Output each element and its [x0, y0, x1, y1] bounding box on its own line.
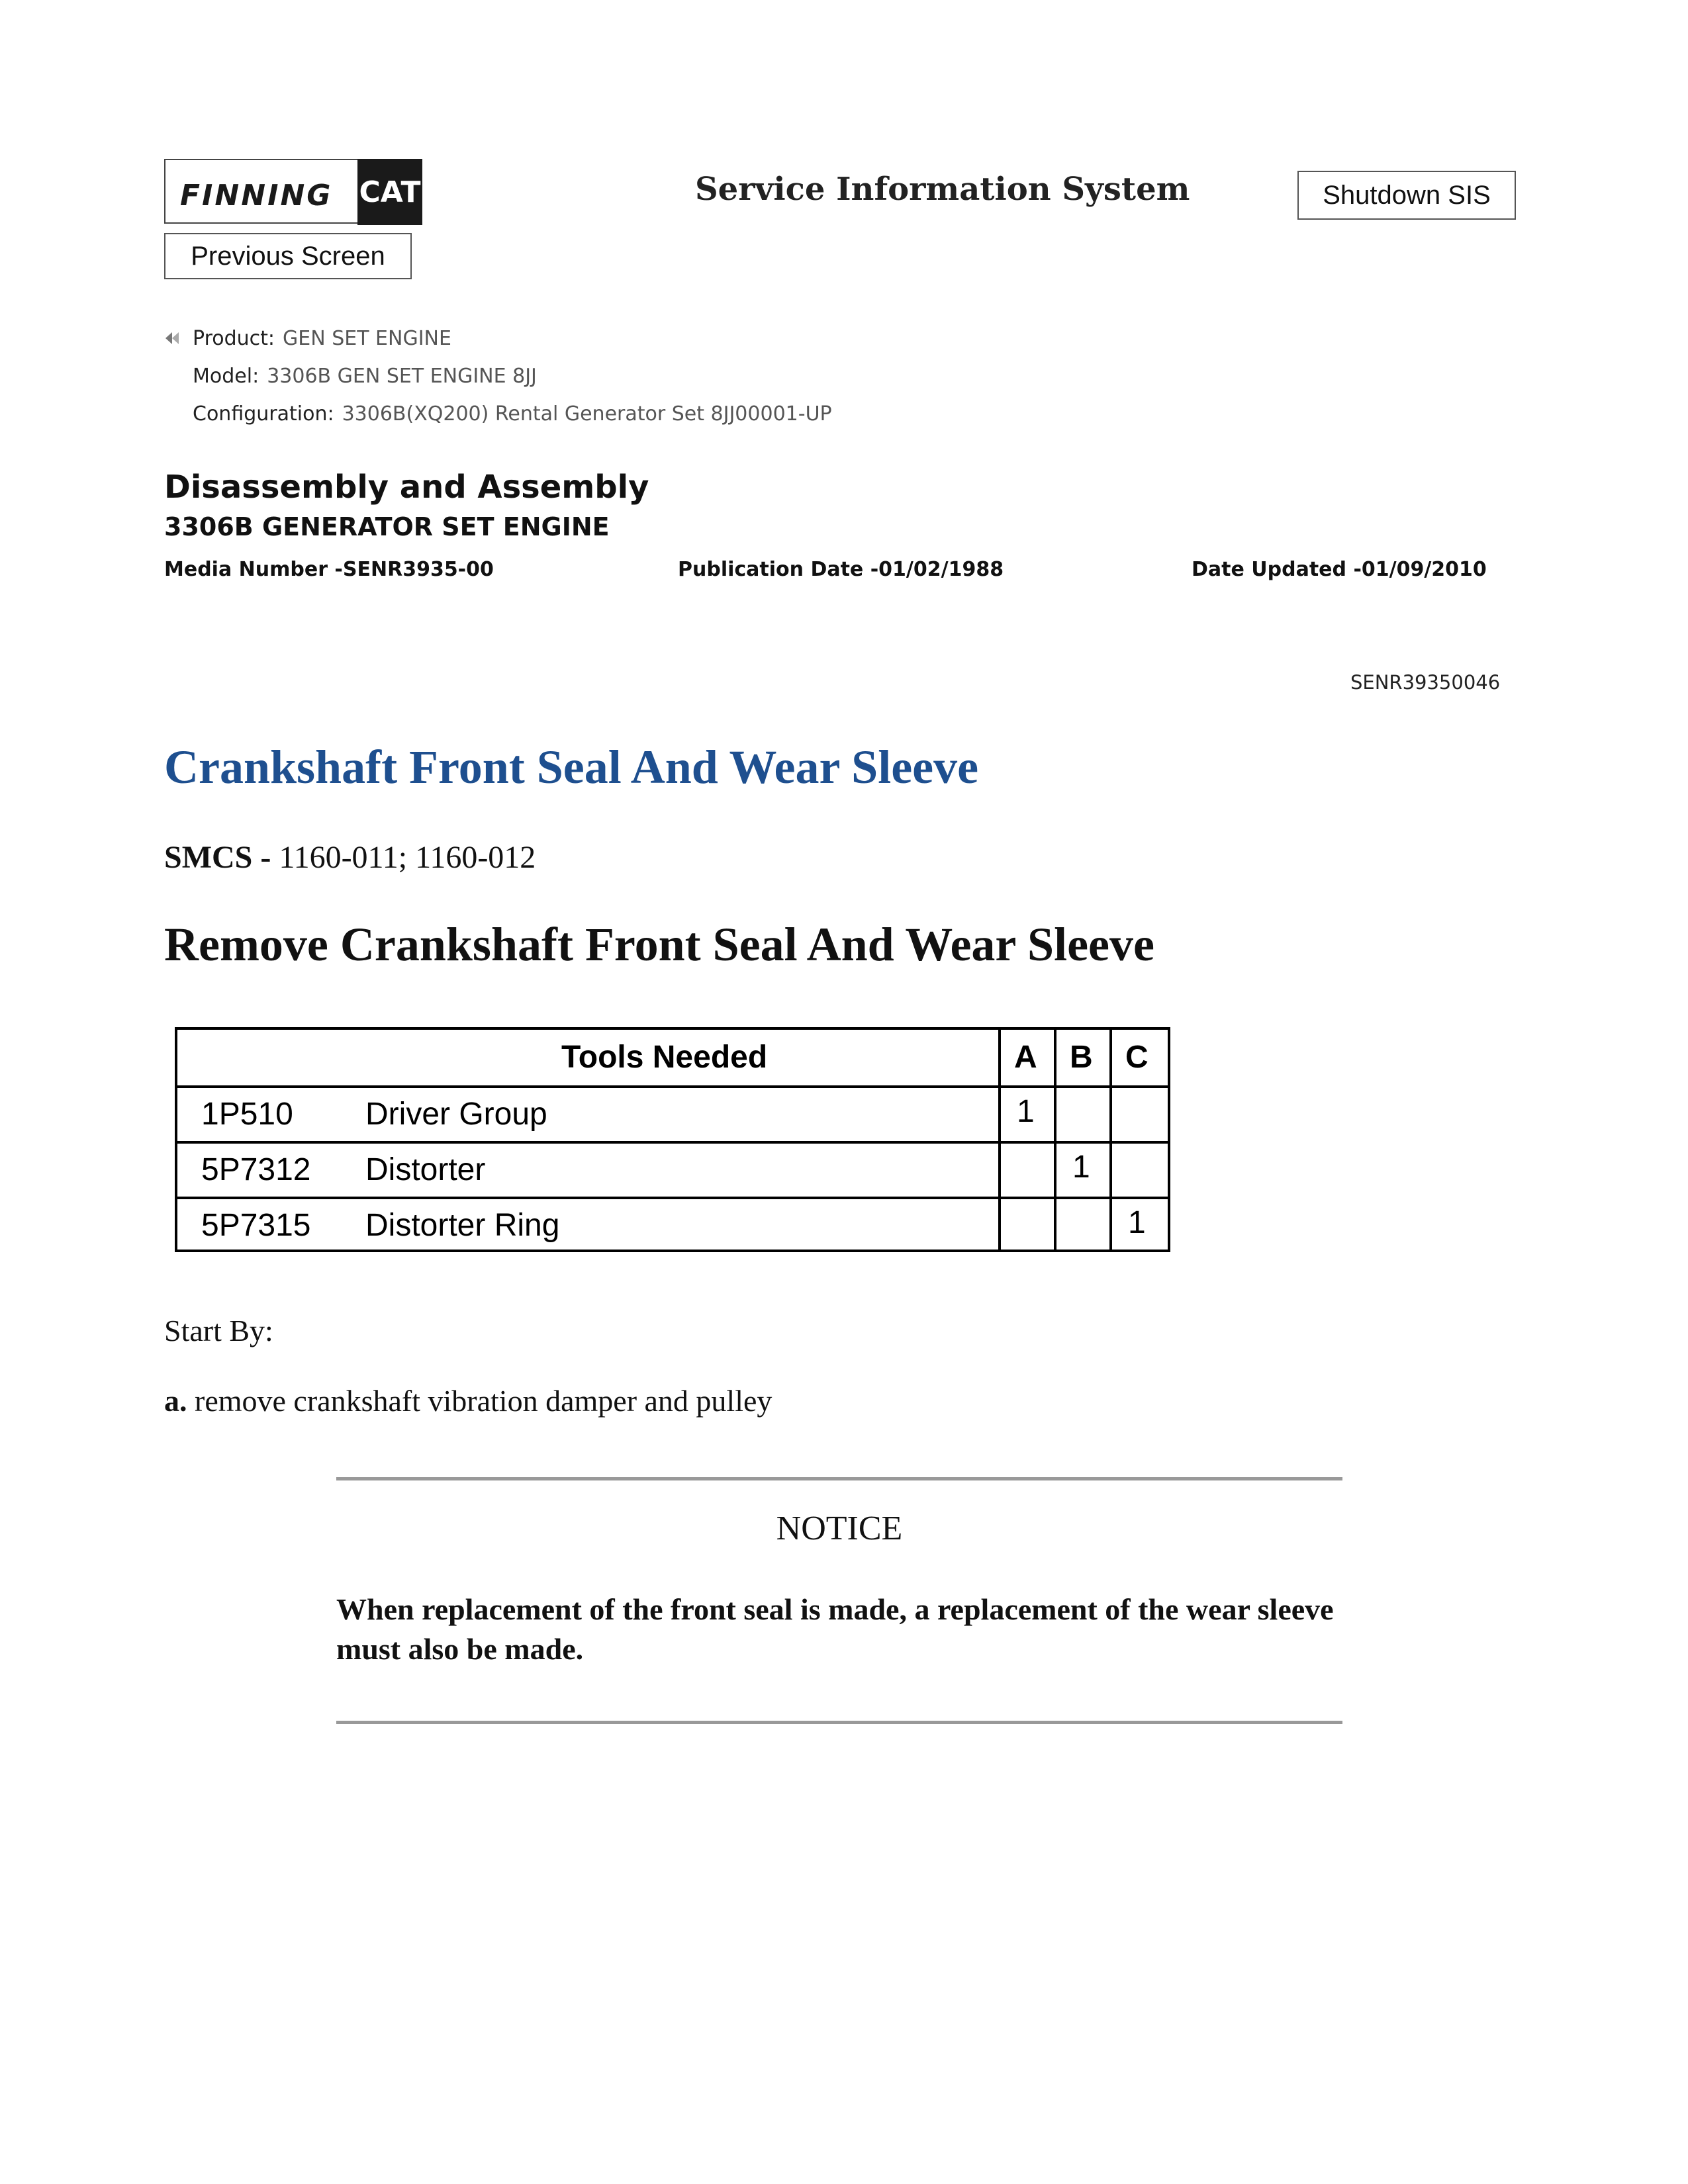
table-divider — [177, 1141, 1168, 1144]
configuration-row — [193, 402, 832, 426]
step-a-label: a. — [164, 1384, 187, 1418]
media-number: Media Number -SENR3935-00 — [164, 558, 494, 581]
model-row — [193, 365, 537, 388]
smcs-codes — [164, 839, 536, 876]
configuration-label: Configuration: — [193, 402, 334, 426]
document-id: SENR39350046 — [1350, 671, 1501, 694]
publication-date: Publication Date -01/02/1988 — [678, 558, 1004, 581]
column-header-b: B — [1070, 1040, 1093, 1075]
start-by-label: Start By: — [164, 1314, 273, 1347]
system-title: Service Information System — [695, 171, 1190, 208]
tool-part-number: 5P7315 — [201, 1208, 311, 1243]
tool-name: Driver Group — [365, 1097, 547, 1132]
finning-logo-text: FINNING — [180, 179, 333, 212]
tool-name: Distorter — [365, 1152, 486, 1187]
tool-qty-c: 1 — [1128, 1205, 1146, 1240]
smcs-label: SMCS - — [164, 840, 271, 875]
table-divider — [177, 1085, 1168, 1088]
table-divider — [1054, 1030, 1056, 1250]
finning-cat-logo — [164, 159, 422, 224]
product-row — [193, 327, 451, 350]
procedure-title: Remove Crankshaft Front Seal And Wear Sleeve — [164, 918, 1154, 971]
model-value: 3306B GEN SET ENGINE 8JJ — [267, 365, 537, 388]
tool-part-number: 5P7312 — [201, 1152, 311, 1187]
tool-qty-a: 1 — [1017, 1094, 1035, 1129]
column-header-a: A — [1014, 1040, 1037, 1075]
tools-needed-table — [175, 1027, 1170, 1252]
step-a — [164, 1383, 772, 1418]
table-divider — [177, 1197, 1168, 1199]
previous-screen-button[interactable]: Previous Screen — [164, 233, 412, 279]
tool-name: Distorter Ring — [365, 1208, 560, 1243]
notice-text: When replacement of the front seal is made, a replacement of the wear sleeve must also be made. — [336, 1592, 1334, 1666]
notice-divider-bottom — [336, 1721, 1342, 1724]
column-header-c: C — [1125, 1040, 1149, 1075]
model-label: Model: — [193, 365, 259, 388]
section-title: Disassembly and Assembly — [164, 469, 649, 506]
step-a-text: remove crankshaft vibration damper and pulley — [187, 1384, 773, 1418]
smcs-value: 1160-011; 1160-012 — [271, 840, 536, 875]
page-title: Crankshaft Front Seal And Wear Sleeve — [164, 741, 979, 794]
engine-title: 3306B GENERATOR SET ENGINE — [164, 512, 610, 541]
date-updated: Date Updated -01/09/2010 — [1192, 558, 1487, 581]
tool-part-number: 1P510 — [201, 1097, 293, 1132]
table-divider — [1109, 1030, 1112, 1250]
shutdown-sis-button[interactable]: Shutdown SIS — [1297, 171, 1516, 220]
table-divider — [998, 1030, 1001, 1250]
tool-qty-b: 1 — [1072, 1150, 1090, 1185]
tools-header: Tools Needed — [561, 1040, 768, 1075]
product-label: Product: — [193, 327, 275, 350]
notice-divider-top — [336, 1477, 1342, 1480]
back-arrow-icon[interactable] — [164, 330, 181, 347]
cat-logo: CAT — [357, 159, 422, 225]
notice-title: NOTICE — [776, 1510, 903, 1547]
product-value: GEN SET ENGINE — [283, 327, 451, 350]
configuration-value: 3306B(XQ200) Rental Generator Set 8JJ00001-UP — [342, 402, 832, 426]
